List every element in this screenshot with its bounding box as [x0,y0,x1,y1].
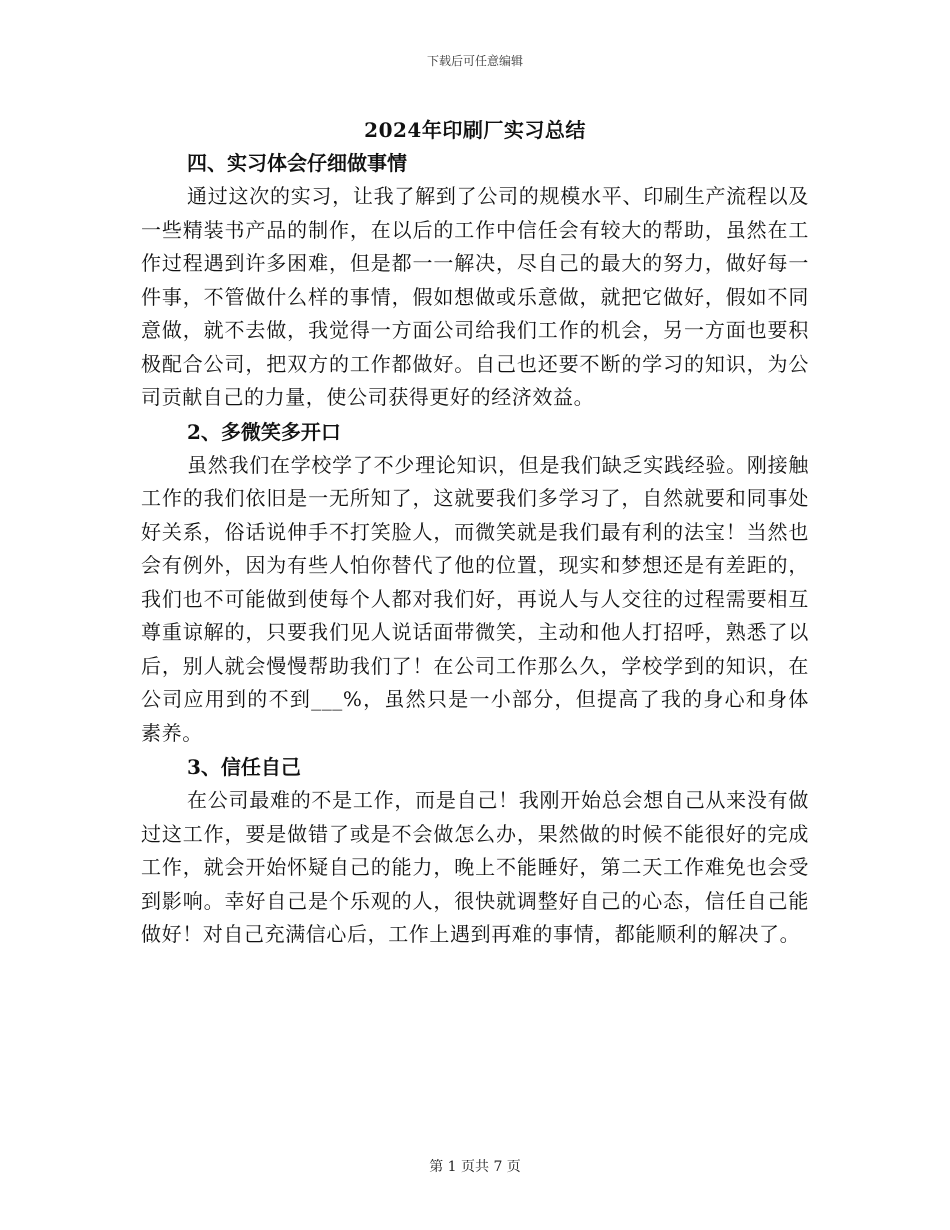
section-paragraph-2: 虽然我们在学校学了不少理论知识，但是我们缺乏实践经验。刚接触工作的我们依旧是一无所知了，这就要我们多学习了，自然就要和同事处好关系，俗话说伸手不打笑脸人，而微笑就是我们最有利的法宝！当然也会有例外，因为有些人怕你替代了他的位置，现实和梦想还是有差距的，我们也不可能做到使每个人都对我们好，再说人与人交往的过程需要相互尊重谅解的，只要我们见人说话面带微笑，主动和他人打招呼，熟悉了以后，别人就会慢慢帮助我们了！在公司工作那么久，学校学到的知识，在公司应用到的不到___%，虽然只是一小部分，但提高了我的身心和身体素养。 [141,452,809,745]
document-body [141,146,809,952]
section-paragraph-1: 通过这次的实习，让我了解到了公司的规模水平、印刷生产流程以及一些精装书产品的制作，在以后的工作中信任会有较大的帮助，虽然在工作过程遇到许多困难，但是都一一解决，尽自己的最大的努力，做好每一件事，不管做什么样的事情，假如想做或乐意做，就把它做好，假如不同意做，就不去做，我觉得一方面公司给我们工作的机会，另一方面也要积极配合公司，把双方的工作都做好。自己也还要不断的学习的知识，为公司贡献自己的力量，使公司获得更好的经济效益。 [141,184,809,409]
page-footer: 第 1 页共 7 页 [429,1159,521,1175]
section-paragraph-3: 在公司最难的不是工作，而是自己！我刚开始总会想自己从来没有做过这工作，要是做错了或是不会做怎么办，果然做的时候不能很好的完成工作，就会开始怀疑自己的能力，晚上不能睡好，第二天工作难免也会受到影响。幸好自己是个乐观的人，很快就调整好自己的心态，信任自己能做好！对自己充满信心后，工作上遇到再难的事情，都能顺利的解决了。 [141,788,809,946]
section-heading-3: 3、信任自己 [187,755,301,779]
section-heading-2: 2、多微笑多开口 [187,419,341,444]
section-heading-1: 四、实习体会仔细做事情 [187,151,407,175]
header-note: 下载后可任意编辑 [426,54,523,68]
document-title: 2024年印刷厂实习总结 [364,118,586,142]
